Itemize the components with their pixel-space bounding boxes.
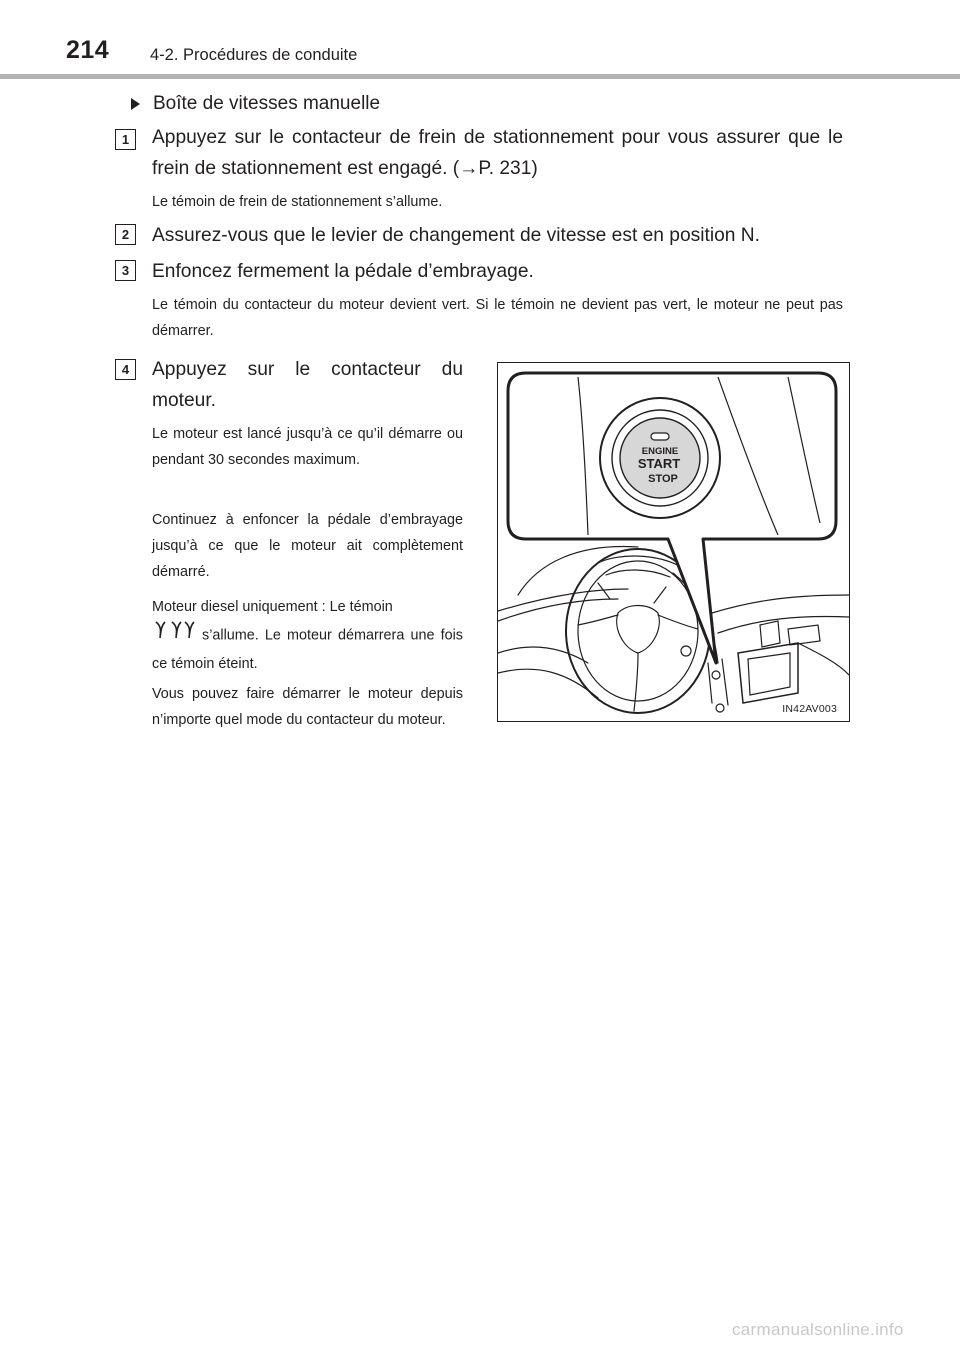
section-title: 4-2. Procédures de conduite (150, 46, 358, 64)
step-4-text: Appuyez sur le contacteur du moteur. (152, 359, 463, 411)
watermark: carmanualsonline.info (732, 1320, 904, 1339)
step-1-note: Le témoin de frein de stationnement s’allume. (152, 194, 443, 210)
step-4-note-1: Le moteur est lancé jusqu’à ce qu’il démarre ou pendant 30 secondes maximum. (152, 426, 463, 468)
arrow-right-icon (131, 98, 140, 110)
step-4-note-3-prefix: Moteur diesel uniquement : Le témoin (152, 599, 393, 615)
header-rule (0, 74, 960, 79)
engine-start-stop-illustration (497, 362, 850, 722)
step-badge-1: 1 (115, 129, 136, 150)
step-3-note: Le témoin du contacteur du moteur devient vert. Si le témoin ne devient pas vert, le moteur ne peut pas démarrer. (152, 297, 843, 339)
subheading-text: Boîte de vitesses manuelle (153, 93, 381, 114)
step-4-note-3 (152, 620, 463, 677)
step-2-text: Assurez-vous que le levier de changement de vitesse est en position N. (152, 225, 760, 246)
step-4-note-4: Vous pouvez faire démarrer le moteur depuis n’importe quel mode du contacteur du moteur. (152, 686, 463, 728)
step-4-note-3-suffix: s’allume. Le moteur démarrera une fois ce témoin éteint. (152, 627, 463, 672)
glow-plug-indicator-icon (152, 620, 196, 651)
step-badge-3: 3 (115, 260, 136, 281)
step-1-text: Appuyez sur le contacteur de frein de stationnement pour vous assurer que le frein de stationnement est engagé. (→P. 231) (152, 127, 843, 179)
figure-code: IN42AV003 (782, 703, 837, 715)
step-badge-4: 4 (115, 359, 136, 380)
subheading (131, 93, 380, 115)
page-number: 214 (66, 36, 110, 64)
button-label-start: START (637, 456, 681, 471)
step-3-text: Enfoncez fermement la pédale d’embrayage. (152, 261, 534, 282)
step-badge-2: 2 (115, 224, 136, 245)
step-4-note-2: Continuez à enfoncer la pédale d’embrayage jusqu’à ce que le moteur ait complètement démarré. (152, 512, 463, 580)
button-label-engine: ENGINE (641, 446, 679, 457)
button-label-stop: STOP (648, 473, 678, 485)
